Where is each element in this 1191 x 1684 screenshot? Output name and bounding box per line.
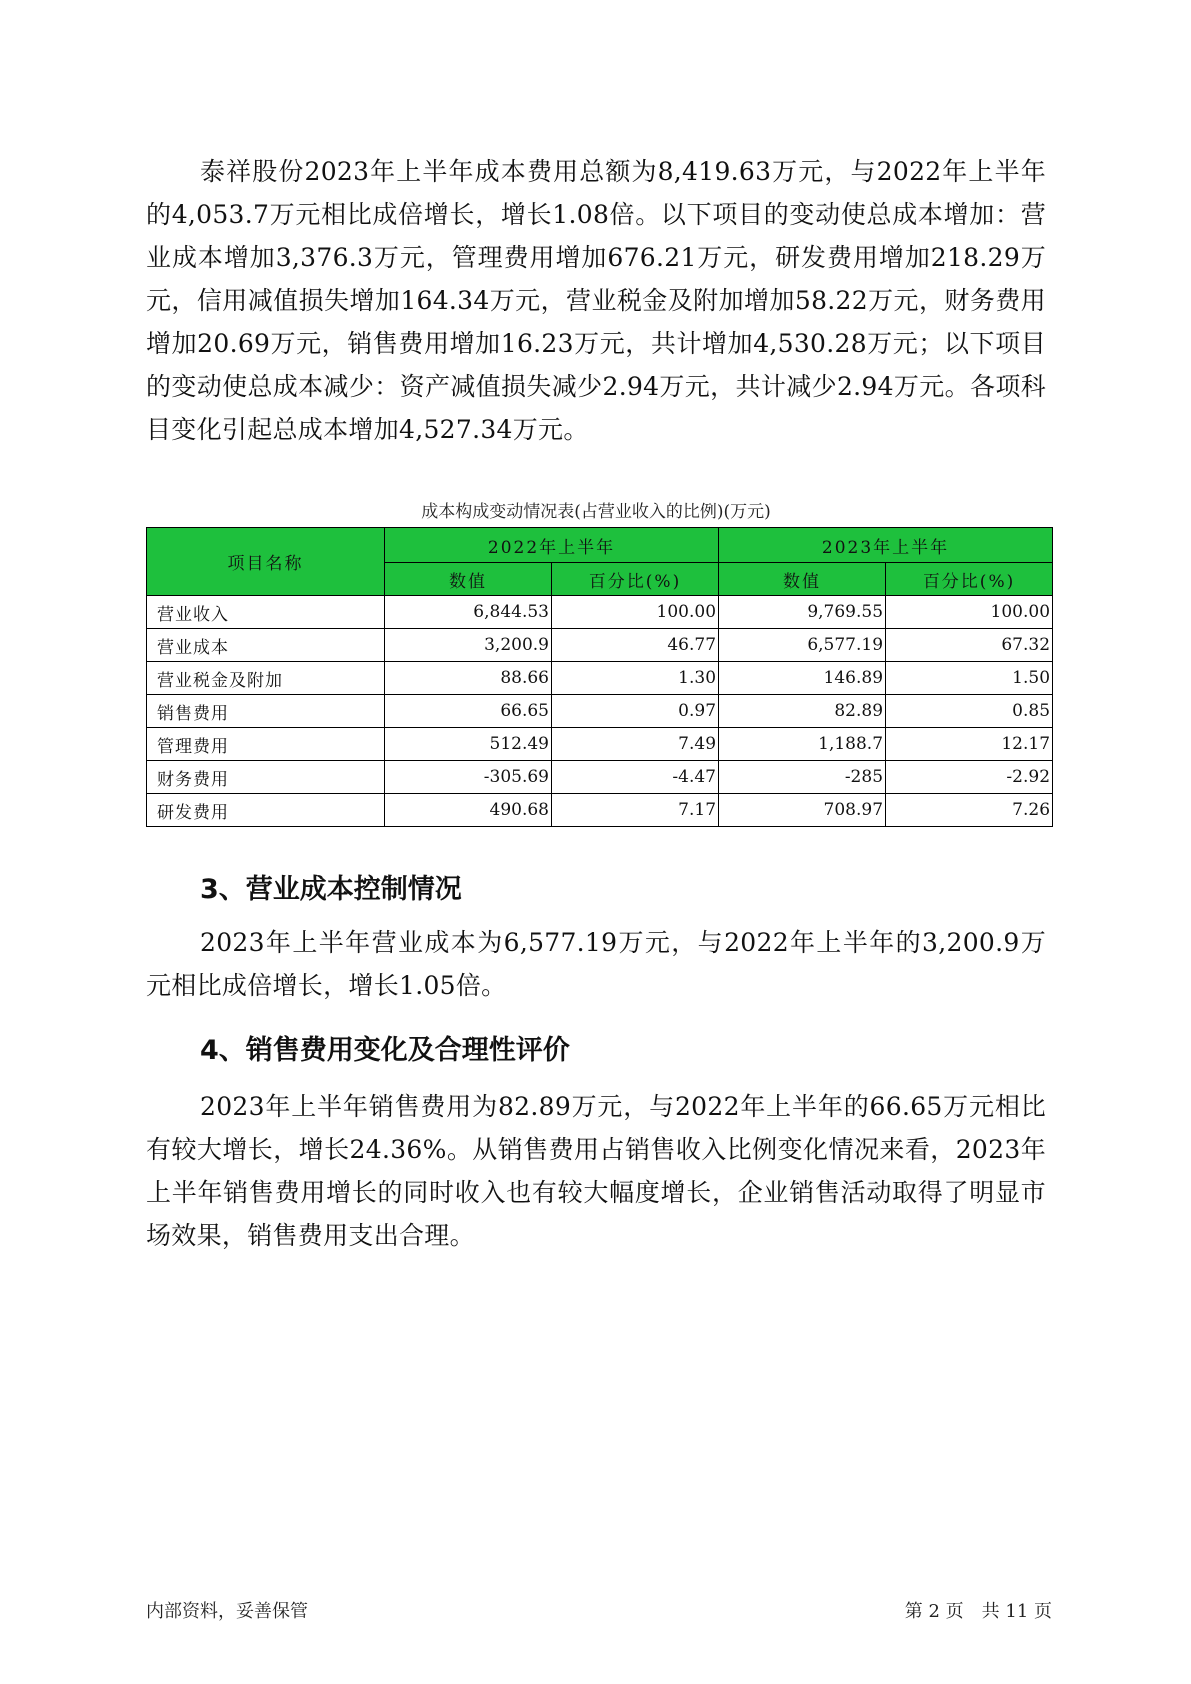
value-2022: -305.69 <box>385 761 552 794</box>
table-row <box>147 728 1053 761</box>
header-period-2023: 2023年上半年 <box>719 528 1053 563</box>
value-2023: 708.97 <box>719 794 886 827</box>
header-value-2022: 数值 <box>385 563 552 596</box>
header-period-2022: 2022年上半年 <box>385 528 719 563</box>
row-name: 管理费用 <box>147 728 385 761</box>
value-2023: -285 <box>719 761 886 794</box>
table-row <box>147 662 1053 695</box>
percent-2023: 100.00 <box>886 596 1053 629</box>
intro-paragraph: 泰祥股份2023年上半年成本费用总额为8,419.63万元，与2022年上半年的4,053.7万元相比成倍增长，增长1.08倍。以下项目的变动使总成本增加：营业成本增加3,376.3万元，管理费用增加676.21万元，研发费用增加218.29万元，信用减值损失增加164.34万元，营业税金及附加增加58.22万元，财务费用增加20.69万元，销售费用增加16.23万元，共计增加4,530.28万元；以下项目的变动使总成本减少：资产减值损失减少2.94万元，共计减少2.94万元。各项科目变化引起总成本增加4,527.34万元。 <box>146 157 1046 444</box>
percent-2023: 67.32 <box>886 629 1053 662</box>
value-2022: 490.68 <box>385 794 552 827</box>
value-2022: 88.66 <box>385 662 552 695</box>
value-2023: 146.89 <box>719 662 886 695</box>
percent-2023: 1.50 <box>886 662 1053 695</box>
section-heading-operating-cost: 3、营业成本控制情况 <box>200 874 462 905</box>
percent-2022: 7.17 <box>552 794 719 827</box>
table-row <box>147 695 1053 728</box>
table-caption: 成本构成变动情况表(占营业收入的比例)(万元) <box>421 502 771 522</box>
percent-2022: 100.00 <box>552 596 719 629</box>
value-2023: 9,769.55 <box>719 596 886 629</box>
row-name: 销售费用 <box>147 695 385 728</box>
value-2022: 3,200.9 <box>385 629 552 662</box>
percent-2022: 46.77 <box>552 629 719 662</box>
percent-2022: -4.47 <box>552 761 719 794</box>
header-value-2023: 数值 <box>719 563 886 596</box>
table-row <box>147 794 1053 827</box>
percent-2022: 0.97 <box>552 695 719 728</box>
header-percent-2022: 百分比(%) <box>552 563 719 596</box>
footer-confidential-note: 内部资料，妥善保管 <box>146 1601 308 1622</box>
table-row <box>147 761 1053 794</box>
row-name: 营业收入 <box>147 596 385 629</box>
value-2022: 66.65 <box>385 695 552 728</box>
operating-cost-paragraph: 2023年上半年营业成本为6,577.19万元，与2022年上半年的3,200.9万元相比成倍增长，增长1.05倍。 <box>146 928 1046 1000</box>
value-2023: 6,577.19 <box>719 629 886 662</box>
percent-2023: -2.92 <box>886 761 1053 794</box>
percent-2023: 7.26 <box>886 794 1053 827</box>
percent-2022: 1.30 <box>552 662 719 695</box>
row-name: 财务费用 <box>147 761 385 794</box>
percent-2022: 7.49 <box>552 728 719 761</box>
table-row <box>147 596 1053 629</box>
value-2022: 6,844.53 <box>385 596 552 629</box>
sales-expense-paragraph: 2023年上半年销售费用为82.89万元，与2022年上半年的66.65万元相比有较大增长，增长24.36%。从销售费用占销售收入比例变化情况来看，2023年上半年销售费用增长的同时收入也有较大幅度增长，企业销售活动取得了明显市场效果，销售费用支出合理。 <box>146 1092 1046 1250</box>
section-heading-sales-expense: 4、销售费用变化及合理性评价 <box>200 1035 570 1066</box>
value-2022: 512.49 <box>385 728 552 761</box>
cost-structure-table <box>146 527 1053 827</box>
footer-page-number: 第 2 页 共 11 页 <box>904 1601 1052 1622</box>
row-name: 营业税金及附加 <box>147 662 385 695</box>
table-row <box>147 629 1053 662</box>
header-item-name: 项目名称 <box>147 528 385 596</box>
value-2023: 1,188.7 <box>719 728 886 761</box>
row-name: 营业成本 <box>147 629 385 662</box>
header-percent-2023: 百分比(%) <box>886 563 1053 596</box>
row-name: 研发费用 <box>147 794 385 827</box>
percent-2023: 12.17 <box>886 728 1053 761</box>
percent-2023: 0.85 <box>886 695 1053 728</box>
value-2023: 82.89 <box>719 695 886 728</box>
